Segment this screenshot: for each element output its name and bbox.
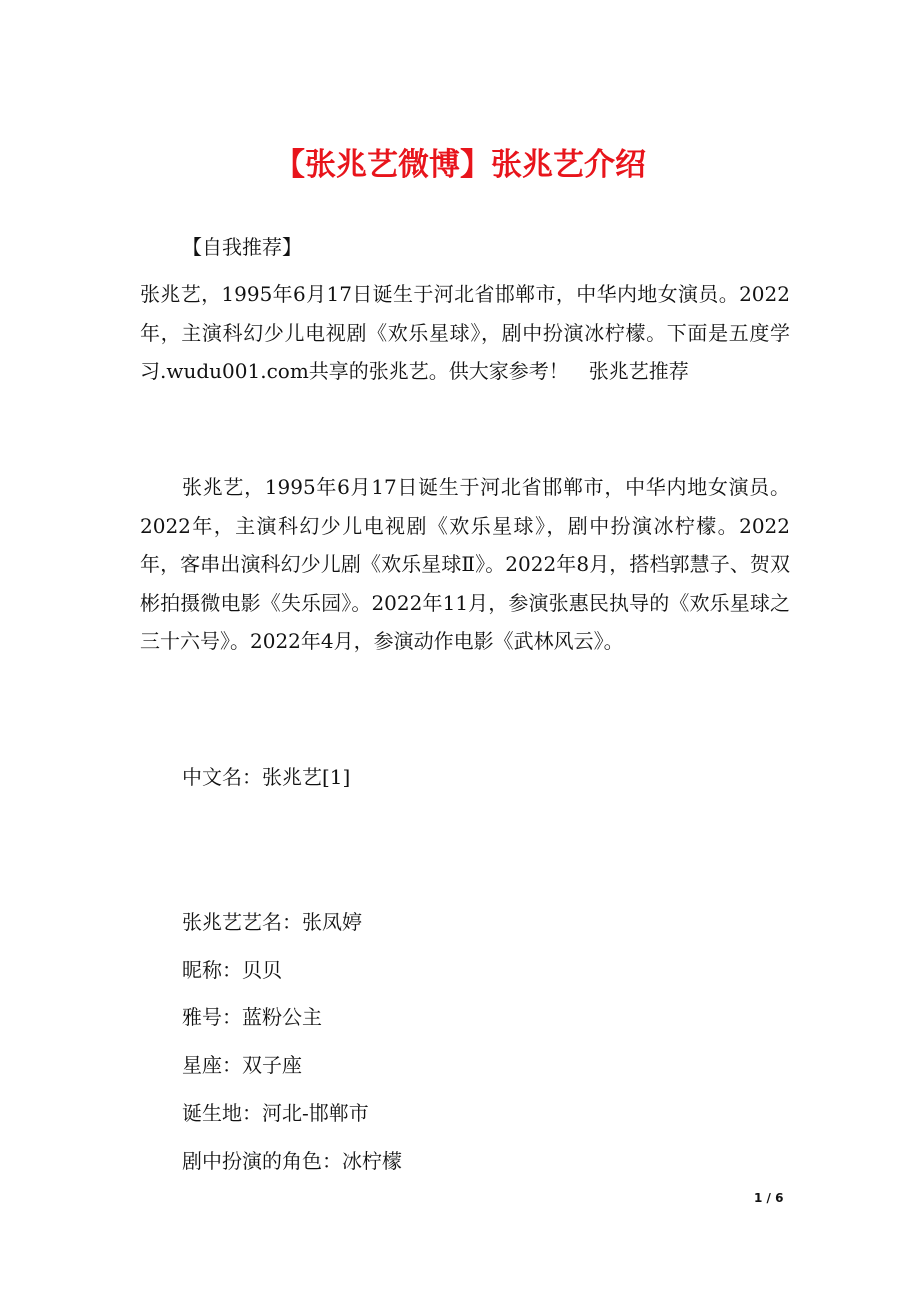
fact-zodiac: 星座：双子座	[182, 1053, 302, 1077]
fact-birthplace: 诞生地：河北-邯郸市	[182, 1101, 369, 1125]
section-label: 【自我推荐】	[182, 235, 302, 259]
fact-alias: 雅号：蓝粉公主	[182, 1005, 322, 1029]
fact-stage-name: 张兆艺艺名：张凤婷	[182, 910, 362, 934]
fact-role: 剧中扮演的角色：冰柠檬	[182, 1149, 402, 1173]
fact-nickname: 昵称：贝贝	[182, 958, 282, 982]
bio-paragraph: 张兆艺，1995年6月17日诞生于河北省邯郸市，中华内地女演员。2022年，主演科幻少儿电视剧《欢乐星球》，剧中扮演冰柠檬。2022年，客串出演科幻少儿剧《欢乐星球Ⅱ》。2022年8月，搭档郭慧子、贺双彬拍摄微电影《失乐园》。2022年11月，参演张惠民执导的《欢乐星球之三十六号》。2022年4月，参演动作电影《武林风云》。	[140, 475, 790, 653]
document-title: 【张兆艺微博】张兆艺介绍	[274, 147, 646, 183]
chinese-name-line: 中文名：张兆艺[1]	[182, 765, 351, 789]
page-number: 1 / 6	[754, 1191, 784, 1205]
intro-paragraph: 张兆艺，1995年6月17日诞生于河北省邯郸市，中华内地女演员。2022年，主演科幻少儿电视剧《欢乐星球》，剧中扮演冰柠檬。下面是五度学习.wudu001.com共享的张兆艺。供大家参考！ 张兆艺推荐	[140, 282, 790, 383]
